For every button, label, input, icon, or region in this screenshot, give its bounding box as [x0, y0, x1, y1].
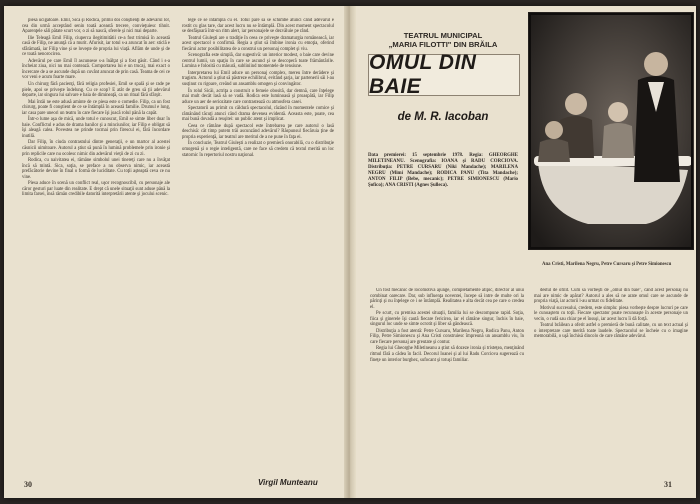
- theatre-name: [368, 31, 518, 49]
- page-gutter: [344, 6, 356, 498]
- theatre-name-line-1: TEATRUL MUNICIPAL: [403, 31, 483, 40]
- body-paragraph: Spectatorii au primit cu căldură spectacolul, râzând în momentele comice şi rămânând tăcuţi atunci când drama devenea evidentă. Aceasta este, poate, cea mai bună dovadă a reuşitei: un public atent şi implicat.: [182, 106, 334, 123]
- magazine-spread: [4, 6, 696, 498]
- body-paragraph: Adevărul pe care Emil îl ascunsese s-a înălţat şi a fost găsit. Când i s-a încheiat ziua, nici nu mai contează. Comportarea lui e un trucaj, mai exact o încercare de a se ascunde după un cuvânt aruncat de prin casă. Teama de cei ce vor veni e acum foarte mare.: [22, 58, 170, 81]
- right-page-column-1: [370, 288, 524, 474]
- left-page-column-1: [22, 18, 170, 474]
- body-paragraph: piesă ucigătoare. Emil, Sica şi Rodica, primii doi conştienţi de adevărul lor, cea din urmă acceptând senin toată această trecere, convieţuiesc tihnit. Aparenţele săli pătate scurt vor, o zi să nască, sferele şi nici mai departe.: [22, 18, 170, 35]
- play-title: OMUL DIN BAIE: [368, 54, 520, 96]
- body-paragraph: destul de ofilit. Cum să vorbeşti de „omul din baie", când acest personaj nu mai are nimic de apărat? Autorul a ales să ne arate omul care se ascunde de propria viaţă, iar actorii l-au urmat cu fidelitate.: [534, 288, 688, 305]
- body-paragraph: Teatrul brăilean a oferit astfel o premieră de bună calitate, cu un text actual şi o interpretare care merită toate laudele. Spectacolul se încheie cu o imagine memorabilă, o uşă închisă dincolo de care rămâne adevărul.: [534, 323, 688, 340]
- body-paragraph: Piesa aduce în scenă un conflict real, uşor recognoscibil, cu personaje ale căror gesturi par luate din realitate. E drept că unele situaţii sunt aduse până la limita farsei, însă rămân credibile datorită interpretării atente şi jocului scenic.: [22, 181, 170, 198]
- body-paragraph: Dar Filip, în ciuda contrastului dintre generaţii, e un martor al acestei căsnicii uimitoare. Autorul a ştiut să pună în lumină problemele prin ironie şi prin replicile care nu ocolesc nimic din adevărul vieţii de zi cu zi.: [22, 140, 170, 157]
- body-paragraph: lege ce se întâmplă cu el. Totul pare să se schimbe atunci când adevărul e rostit cu glas tare, dar acest lucru nu se întâmplă. Din acest moment spectacolul se desfăşoară într-un ritm alert, iar personajele se dezvăluie pe rând.: [182, 18, 334, 35]
- body-paragraph: Interpretarea lui Emil aduce un personaj complex, mereu între derâdere şi tragism. Actorul a ştiut să păstreze echilibrul, evitând şarja, iar partenerii săi l-au susţinut cu rigoare, creând un ansamblu omogen şi convingător.: [182, 70, 334, 88]
- production-photo: [528, 12, 694, 250]
- body-paragraph: Ilie Teleagă Emil Filip, ciuperca ilegitimitătii ce-a fost trimisă în această casă de Filip, ne anunţă că a murit. Afurisit, iar totul s-a aruncat în aer: sticlă e sfărâmată, iar Filip vine şi se loveşte de propria lui viaţă. Aflăm de unde şi de ce toată nenorocirea.: [22, 35, 170, 58]
- right-page-column-2: [534, 288, 688, 474]
- body-paragraph: Un chirurg fără pacienţi, fără religia profesiei, Emil se spală şi se rade pe piele, apoi se priveşte îndelung. Cu ce scop? E atât de greu să ţii adevărul departe, iar singura lui salvare e baia de dimineaţă, ca un ritual fără sfârşit.: [22, 82, 170, 99]
- photo-caption: Ana Cristi, Marilena Negru, Petre Cursaru şi Petre Simionescu: [542, 262, 672, 267]
- page-number-left: 30: [24, 480, 32, 489]
- body-paragraph: Scenografia este simplă, dar sugestivă: un interior modest, o baie care devine centrul lumii, un spaţiu în care se ascund şi se descoperă toate frământările. Lumina e folosită cu măsură, subliniind momentele de tensiune.: [182, 53, 334, 70]
- page-number-right: 31: [664, 480, 672, 489]
- body-paragraph: Regia lui Gheorghe Miletineanu a ştiut să dozeze ironia şi tristeţea, menţinând ritmul fără a cădea în facil. Decorul Ioanei şi al lui Radu Corciova sugerează cu fineţe un interior burghez, sufocant şi totuşi familiar.: [370, 346, 524, 363]
- body-paragraph: În rolul Sicăi, actriţa a construit o femeie obosită, dar demnă, care înţelege mai mult decât lasă să se vadă. Rodica este luminoasă şi proaspătă, iar Filip aduce un aer de seriozitate care contrastează cu atmosfera casei.: [182, 88, 334, 105]
- right-page: [356, 6, 696, 498]
- production-credits: Data premierei: 15 septembrie 1978. Regia: GHEORGHE MILETINEANU. Scenografia: IOANA şi RADU CORCIOVA. Distribuţia: PETRE CURSARU (Niki Mandache); MARILENA NEGRU (Mimi Mandache); RODICA PANU (Tita Mandache); ANTON FILIP (Bebe, mecanic); PETRE SIMIONESCU (Mario Şofico); ANA CRISTI (Agnes Şulleca).: [368, 153, 518, 188]
- body-paragraph: Mai întâi ne este adusă aminte de ce piesa este o comedie. Filip, ca un fost chirurg, poate fi conştient de ce se întâmplă în această familie. Drumul e lung, iar casa pare uneori un teatru în care fiecare îşi joacă rolul până la capăt.: [22, 99, 170, 116]
- body-paragraph: Într-o lume aşa de mică, unde totul e cunoscut, Emil se simte liber doar în baie. Conflictul e adus de drama banilor şi a minciunilor, iar Filip e obligat să îşi aleagă calea. Povestea ne prinde tocmai prin firescul ei, fără încordare inutilă.: [22, 117, 170, 139]
- left-page: [4, 6, 344, 498]
- theatre-name-line-2: „MARIA FILOTTI" DIN BRĂILA: [388, 40, 498, 49]
- body-paragraph: Motivul succesului, credem, este simplu: piesa vorbeşte despre lucruri pe care le cunoaştem cu toţii. Fiecare spectator poate recunoaşte în aceste personaje un vecin, o rudă sau chiar pe el însuşi, iar acest lucru îi dă forţă.: [534, 305, 688, 322]
- body-paragraph: Un fost mecanic de locomotivă ajunge, completamente atipic, director al unui combinat oarecare. Dar, sub influenţa noventei, începe să intre de multe ori la părinţi şi nu înţelege ce i se întâmplă. Realitatea e alta decât cea pe care o credea el.: [370, 288, 524, 310]
- production-photo-illustration: [528, 12, 694, 250]
- body-paragraph: Rodica, cu naivitatea ei, rămâne simbolul unei tinereţi care nu a învăţat încă să mintă. Sica, soţia, se preface a nu observa nimic, iar această prefăcătorie devine în final o formă de luciditate. Cu toţii aşteaptă ceva ce nu vine.: [22, 158, 170, 180]
- left-page-column-2: [182, 18, 334, 468]
- body-paragraph: Pe scurt, cu premisa acestei situaţii, familia lui se descompune rapid. Soţia, fiica şi ginerele îşi caută fiecare fericirea, iar el rămâne singur, închis în baie, singurul loc unde se simte ocrotit şi liber să gândească.: [370, 311, 524, 328]
- body-paragraph: Distribuţia a fost atentă: Petre Cursaru, Marilena Negru, Rodica Panu, Anton Filip, Petre Simionescu şi Ana Cristi construiesc împreună un ansamblu viu, în care fiecare personaj are greutate şi contur.: [370, 328, 524, 345]
- play-author: de M. R. Iacoban: [397, 111, 489, 123]
- body-paragraph: Teatrul Giuleşti are o tradiţie în ceea ce priveşte dramaturgia românească, iar acest spectacol o confirmă. Regia a ştiut să îmbine ironia cu emoţia, oferind fiecărui actor posibilitatea de a construi un personaj complet şi viu.: [182, 35, 334, 52]
- review-signature: Virgil Munteanu: [258, 478, 318, 487]
- body-paragraph: În concluzie, Teatrul Giuleşti a realizat o premieră onorabilă, cu o distribuţie omogenă şi o regie inteligentă, care ne face să credem că textul merită un loc statornic în repertoriul nostru naţional.: [182, 141, 334, 158]
- body-paragraph: Ceea ce rămâne după spectacol este întrebarea pe care autorul o lasă deschisă: cât timp putem trăi ascunzând adevărul? Răspunsul fiecăruia ţine de propria experienţă, iar teatrul are meritul de a ne pune în faţa ei.: [182, 123, 334, 140]
